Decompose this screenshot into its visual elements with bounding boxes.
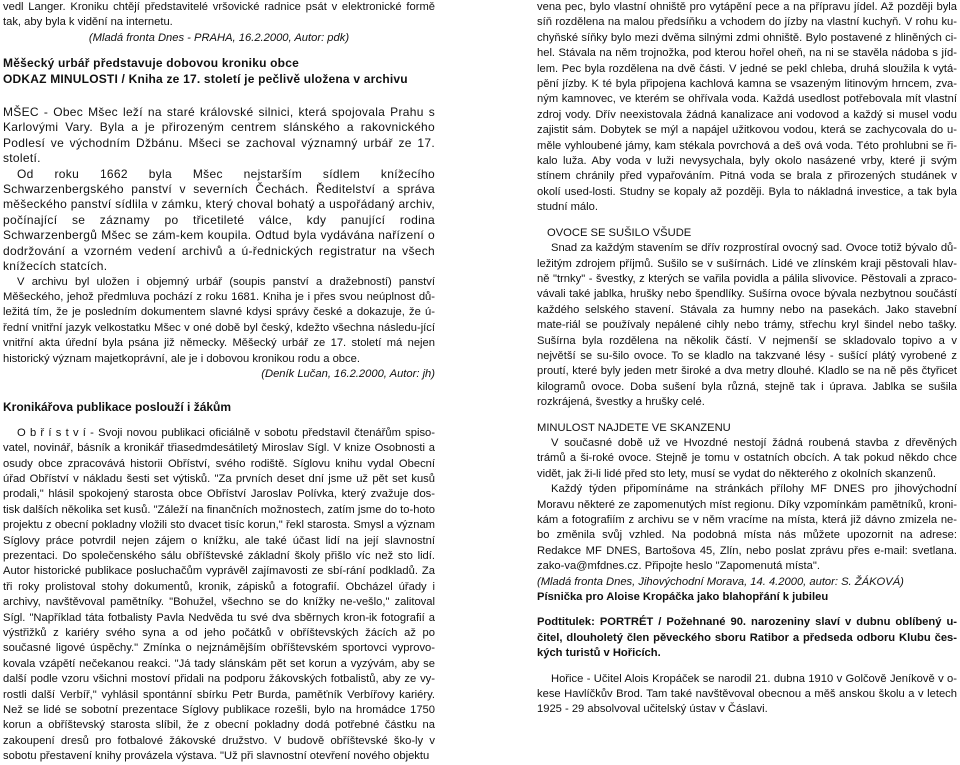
article-heading: Měšecký urbář představuje dobovou kroniku obce [3,56,299,71]
spacer [3,382,435,400]
article-paragraph: vena pec, bylo vlastní ohniště pro vytápění pece a na přípravu jídel. Až později byla síň rozdělena na malou předsíňku a vchodem do jízby na vlastní kuchyň. V rohu ku-chyňské síňky bylo mezi dvěma silnými zdmi ohniště. Bylo postavené z hliněných ci-hel. Stávala na něm trojnožka, pod kterou hořel oheň, na ni se stavěla nádoba s jíd-lem. Pec byla rozdělena na dvě části. V jedné se pekl chleba, druhá sloužila k vytá-pění jízby. K té byla připojena kachlová kamna se vsazeným litinovým hrncem, zva-ným kamnovec, ve kterém se ohřívala voda. Každá usedlost potřebovala mít vlastní zdroj vody. Dřív neexistovala žádná kanalizace ani vodovod a každý si musel vodu zajistit sám. Dobytek se mýl a napájel užitkovou vodou, která se zachycovala do u-měle vyhloubené jámy, kam stékala povrchová a deš ová voda. Této prohlubni se ři-kalo luža. Aby voda v luži nevysychala, byly okolo nasázené vrby, které ji svým stínem chránily před vypařováním. Pitná voda se brala z přirozených studánek v okolí used-losti. Studny se kopaly až později. Byla to nákladná investice, a tak byla studní málo. [537,1,957,214]
section-heading: OVOCE SE SUŠILO VŠUDE [547,226,692,239]
spacer [537,605,957,615]
spacer [3,416,435,426]
article-heading: Kronikářova publikace poslouží i žákům [3,400,232,415]
article-paragraph: O b ř í s t v í - Svoji novou publikaci oficiálně v sobotu představil čtenářům spiso-vatel, novinář, básník a kronikář třiasedmdesátiletý Miroslav Sígl. V knize Osobnosti a osudy obce zpracovává historii Obříství, svého rodiště. Síglovu knihu vydal Obecní úřad Obříství v nákladu šesti set výtisků. "Za prvních deset dní jsme už pět set kusů prodali," hlásil spokojený starosta obce Obříství Jaroslav Polívka, který zvažuje dos-tisk dalších několika set kusů. "Záleží na finančních možnostech, zatím jsme do to-hoto projektu z obecní pokladny vložili sto dvacet tisíc korun," řekl starosta. Smysl a význam Síglovy práce potvrdil nejen zájem o knížku, ale také účast lidí na její slavnostní prezentaci. Do společenského sálu obříštevské základní školy přišlo víc než sto lidí. Autor historické publikace posluchačům vyprávěl zajímavosti ze sbí-rání podkladů. Za tři roky prolistoval stohy dokumentů, kronik, zápisků a fotografií. Obcházel úřady i archivy, navštěvoval pamětníky. "Bohužel, všechno se do knížky ne-vešlo," zalitoval Sígl. "Například táta fotbalisty Pavla Nedvěda tu své dva sběrnych kron-ik fotografií a výstřižků z kariéry svého syna a od jeho počátků v obříštevských žácích až po současné ligové úspěchy." Zmínka o nejznámějším obříštevském sportovci vyprovo-kovala vzápětí nečekanou reakci. "Já tady slánskám pět set korun a vyzývám, aby se další podle vzoru všichni mostoví přidali na podporu žákovských fotbalistů, aby ze vy-rostli další Verbíř," vyhlásil spontánní sbírku Petr Burda, paměťník Verbířovy kariéry. Než se lidé se sobotní prezentace Síglovy publikace rozešli, bylo na hromádce 1750 korun a obříštevský starosta slíbil, že z obecní pokladny dodá potřebné částku na zakoupení dresů pro fotbalové žákovské družstvo. V budově obříštevské ško-ly v sobotu přestavení knihy provázela výstava. "Už při slavnostní otevření nového objektu [3,426,435,763]
section-skanzen [537,421,957,606]
article-source: (Deník Lučan, 16.2.2000, Autor: jh) [261,367,435,380]
intro-source: (Mladá fronta Dnes - PRAHA, 16.2.2000, Autor: pdk) [88,31,350,44]
spacer [537,662,957,672]
article-paragraph: Od roku 1662 byla Mšec nejstarším sídlem knížecího Schwarzenbergského panství v severních Čechách. Ředitelství a správa měšeckého panství sídlila v zámku, který choval bohatý a uspořádaný archiv, počínající se záznamy po třicetileté válce, kdy panující rodina Schwarzenbergů Mšec se zám-kem koupila. Odtud byla vydávána nařízení o dodržování a vzorném vedení archivů a ú-řednických registratur na všech knížecích statcích. [3,166,435,274]
section-heading: Podtitulek: PORTRÉT / Požehnané 90. narozeniny slaví v dubnu oblíbený u-čitel, dlouholetý člen pěveckého sboru Ratibor a předseda odboru Klubu čes-kých turistů v Hořicích. [537,616,957,660]
right-column [537,0,957,718]
intro-paragraph: vedl Langer. Kroniku chtějí představitelé vršovické radnice psát v elektronické formě tak, aby byla k vidění na internetu. [3,1,435,29]
section-source: (Mladá fronta Dnes, Jihovýchodní Morava, 14. 4.2000, autor: S. ŽÁKOVÁ) [537,575,904,588]
article-urbar [3,56,435,382]
section-paragraph: Každý týden připomínáme na stránkách přílohy MF DNES pro jihovýchodní Moravu některé ze zapomenutých míst regionu. Díky vzpomínkám pamětníků, kroni-kám a fotografiím z archivu se v něm vracíme na místa, která již dávno zmizela ne-bo změnila svůj vzhled. Na podobná místa nás můžete upozornit na adrese: Redakce MF DNES, Bartošova 45, Zlín, nebo poslat zprávu přes e-mail: svetlana. zako-va@mfdnes.cz. Připojte heslo "Zapomenutá místa". [537,483,957,573]
section-paragraph: Hořice - Učitel Alois Kropáček se narodil 21. dubna 1910 v Golčově Jeníkově v o-kese Havlíčkův Brod. Tam také navštěvoval obecnou a měš anskou školu a v letech 1925 - 29 absolvoval učitelský ústav v Čáslavi. [537,672,957,716]
article-paragraph: MŠEC - Obec Mšec leží na staré královské silnici, která spojovala Prahu s Karlovými Vary. Byla a je přirozeným centrem slánského a rakovnického Podlesí ve východním Džbánu. Mšeci se zachoval významný urbář ze 17. století. [3,105,435,166]
left-column [3,0,435,765]
section-paragraph: V současné době už ve Hvozdné nestojí žádná roubená stavba z dřevěných trámů a ši-roké ovoce. Stejně je tomu v ostatních obcích. A tak pokud někdo chce vidět, jak ži-li lidé před sto lety, musí se vydat do některého z okolních skanzenů. [537,436,957,480]
article-subheading: ODKAZ MINULOSTI / Kniha ze 17. století je pečlivě uložena v archivu [3,71,408,86]
article-kronikar [3,400,435,764]
spacer [537,216,957,226]
section-heading: MINULOST NAJDETE VE SKANZENU [537,421,731,434]
section-portret [537,615,957,717]
article-paragraph: V archivu byl uložen i objemný urbář (soupis panství a dražebností) panství Měšeckého, jehož předmluva pochází z roku 1681. Kniha je i přes svou neúplnost dů-ležitá tím, že je posledním dokumentem slavné kdysi správy české a dokazuje, že ú-řední vnitřní jazyk velkostatku Mšec v oné době byl český, kdežto všechna následu-jící vnitřní akta úřední byla psána již německy. Měšecký urbář ze 17. století má nejen historický význam majetkoprávní, ale je i dobovou kronikou rodu a obce. [3,275,435,365]
spacer [3,87,435,105]
spacer [537,411,957,421]
section-ovoce [537,226,957,411]
spacer [3,46,435,56]
section-paragraph: Snad za každým stavením se dřív rozprostíral ovocný sad. Ovoce totiž bývalo dů-ležitým zdrojem příjmů. Sušilo se v sušírnách. Lidé ve zlínském kraji pěstovali hlav-ně "trnky" - švestky, z kterých se vařila povidla a pálila slivovice. Pěstovali a zpraco-vávali také jablka, hrušky nebo špendlíky. Sušírna ovoce bývala nezbytnou součástí každého selského stavení. Stávala za humny nebo na pasekách. Jako stavební mate-riál se používaly nepálené cihly nebo trámy, střechu kryl šindel nebo tašky. Sušírna byla rozdělena na několik částí. V nejmenší se skladovalo topivo a v největší se su-šilo ovoce. To se kladlo na takzvané lésy - sušící plátý vyrobené z proutí, které byly jeden metr široké a dva metry dlouhé. Kladlo se na ně pěs čtyřicet kilogramů ovoce. Doba sušení byla různá, stejně tak i úprava. Jablka se sušila rozkrájená, švestky a hrušky celé. [537,242,957,409]
section-bold-line: Písnička pro Aloise Kropáčka jako blahopřání k jubileu [537,591,829,604]
